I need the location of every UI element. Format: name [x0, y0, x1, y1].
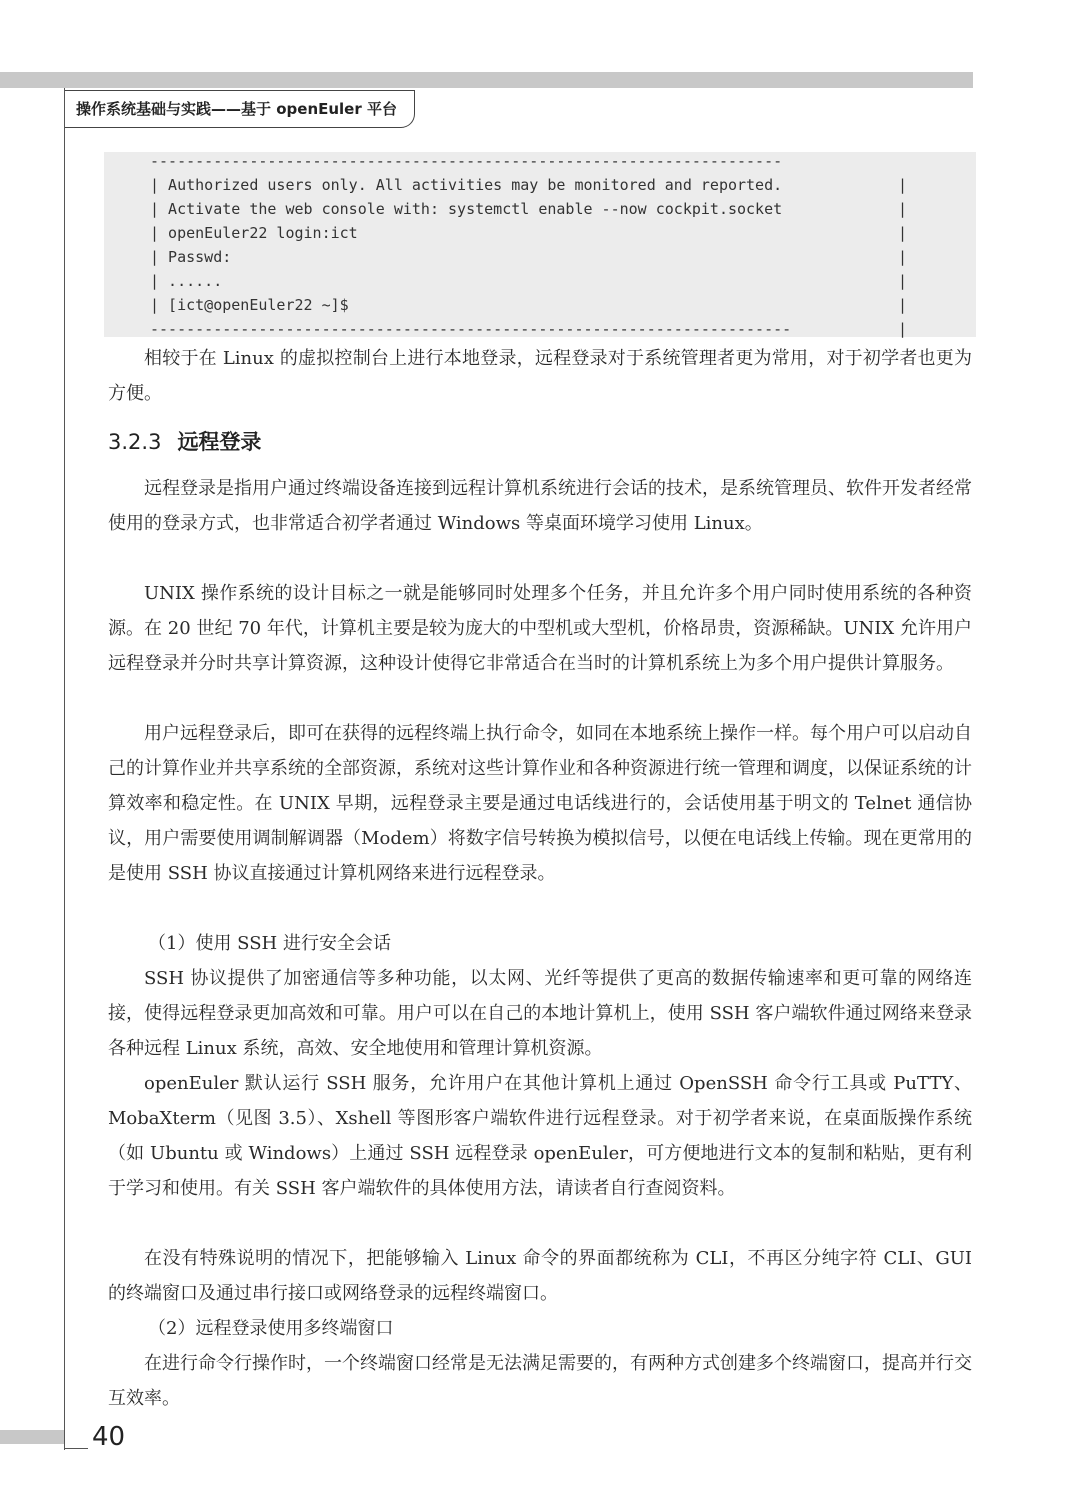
code-line: ----------------------------------------------------------------------- — [150, 320, 792, 338]
paragraph: 用户远程登录后，即可在获得的远程终端上执行命令，如同在本地系统上操作一样。每个用户可以启动自己的计算作业并共享系统的全部资源，系统对这些计算作业和各种资源进行统一管理和调度，以保证系统的计算效率和稳定性。在 UNIX 早期，远程登录主要是通过电话线进行的，会话使用基于明文的 Telnet 通信协议，用户需要使用调制解调器（Modem）将数字信号转换为模拟信号，以便在电话线上传输。现在更常用的是使用 SSH 协议直接通过计算机网络来进行远程登录。 — [108, 723, 972, 884]
paragraph: 在没有特殊说明的情况下，把能够输入 Linux 命令的界面都统称为 CLI，不再区分纯字符 CLI、GUI 的终端窗口及通过串行接口或网络登录的远程终端窗口。 — [108, 1248, 972, 1304]
footer-rule — [64, 1448, 88, 1449]
code-border: | — [898, 272, 908, 290]
code-line: | Activate the web console with: systemctl enable --now cockpit.socket — [150, 200, 783, 218]
paragraph: openEuler 默认运行 SSH 服务，允许用户在其他计算机上通过 OpenSSH 命令行工具或 PuTTY、MobaXterm（见图 3.5）、Xshell 等图形客户端软件进行远程登录。对于初学者来说，在桌面版操作系统（如 Ubuntu 或 Windows）上通过 SSH 远程登录 openEuler，可方便地进行文本的复制和粘贴，更有利于学习和使用。有关 SSH 客户端软件的具体使用方法，请读者自行查阅资料。 — [108, 1073, 972, 1199]
paragraph: 相较于在 Linux 的虚拟控制台上进行本地登录，远程登录对于系统管理者更为常用，对于初学者也更为方便。 — [108, 348, 972, 404]
header-band — [0, 72, 973, 88]
code-border: | — [898, 248, 908, 266]
code-line: ---------------------------------------------------------------------- — [150, 152, 783, 170]
running-header-title: 操作系统基础与实践——基于 openEuler 平台 — [76, 100, 397, 118]
page-margin-rule — [64, 88, 65, 1450]
paragraph: UNIX 操作系统的设计目标之一就是能够同时处理多个任务，并且允许多个用户同时使用系统的各种资源。在 20 世纪 70 年代，计算机主要是较为庞大的中型机或大型机，价格昂贵，资源稀缺。UNIX 允许用户远程登录并分时共享计算资源，这种设计使得它非常适合在当时的计算机系统上为多个用户提供计算服务。 — [108, 583, 972, 674]
code-line: | ...... — [150, 272, 223, 290]
section-heading — [108, 426, 261, 456]
code-line: | Authorized users only. All activities may be monitored and reported. — [150, 176, 783, 194]
code-line: | Passwd: — [150, 248, 232, 266]
code-line: | openEuler22 login:ict — [150, 224, 358, 242]
paragraph: 在进行命令行操作时，一个终端窗口经常是无法满足需要的，有两种方式创建多个终端窗口，提高并行交互效率。 — [108, 1353, 972, 1409]
page-number: 40 — [92, 1422, 126, 1452]
code-border: | — [898, 176, 908, 194]
paragraph: SSH 协议提供了加密通信等多种功能，以太网、光纤等提供了更高的数据传输速率和更可靠的网络连接，使得远程登录更加高效和可靠。用户可以在自己的本地计算机上，使用 SSH 客户端软件通过网络来登录各种远程 Linux 系统，高效、安全地使用和管理计算机资源。 — [108, 968, 972, 1059]
section-number: 3.2.3 — [108, 430, 162, 454]
code-border: | — [898, 200, 908, 218]
code-border: | — [898, 296, 908, 314]
footer-band — [0, 1430, 64, 1444]
subsection-heading: （2）远程登录使用多终端窗口 — [148, 1318, 394, 1339]
section-title: 远程登录 — [177, 430, 262, 454]
subsection-heading: （1）使用 SSH 进行安全会话 — [148, 933, 391, 954]
code-border: | — [898, 224, 908, 242]
code-border: | — [898, 320, 908, 338]
code-line: | [ict@openEuler22 ~]$ — [150, 296, 349, 314]
paragraph: 远程登录是指用户通过终端设备连接到远程计算机系统进行会话的技术，是系统管理员、软件开发者经常使用的登录方式，也非常适合初学者通过 Windows 等桌面环境学习使用 Linux。 — [108, 478, 972, 534]
